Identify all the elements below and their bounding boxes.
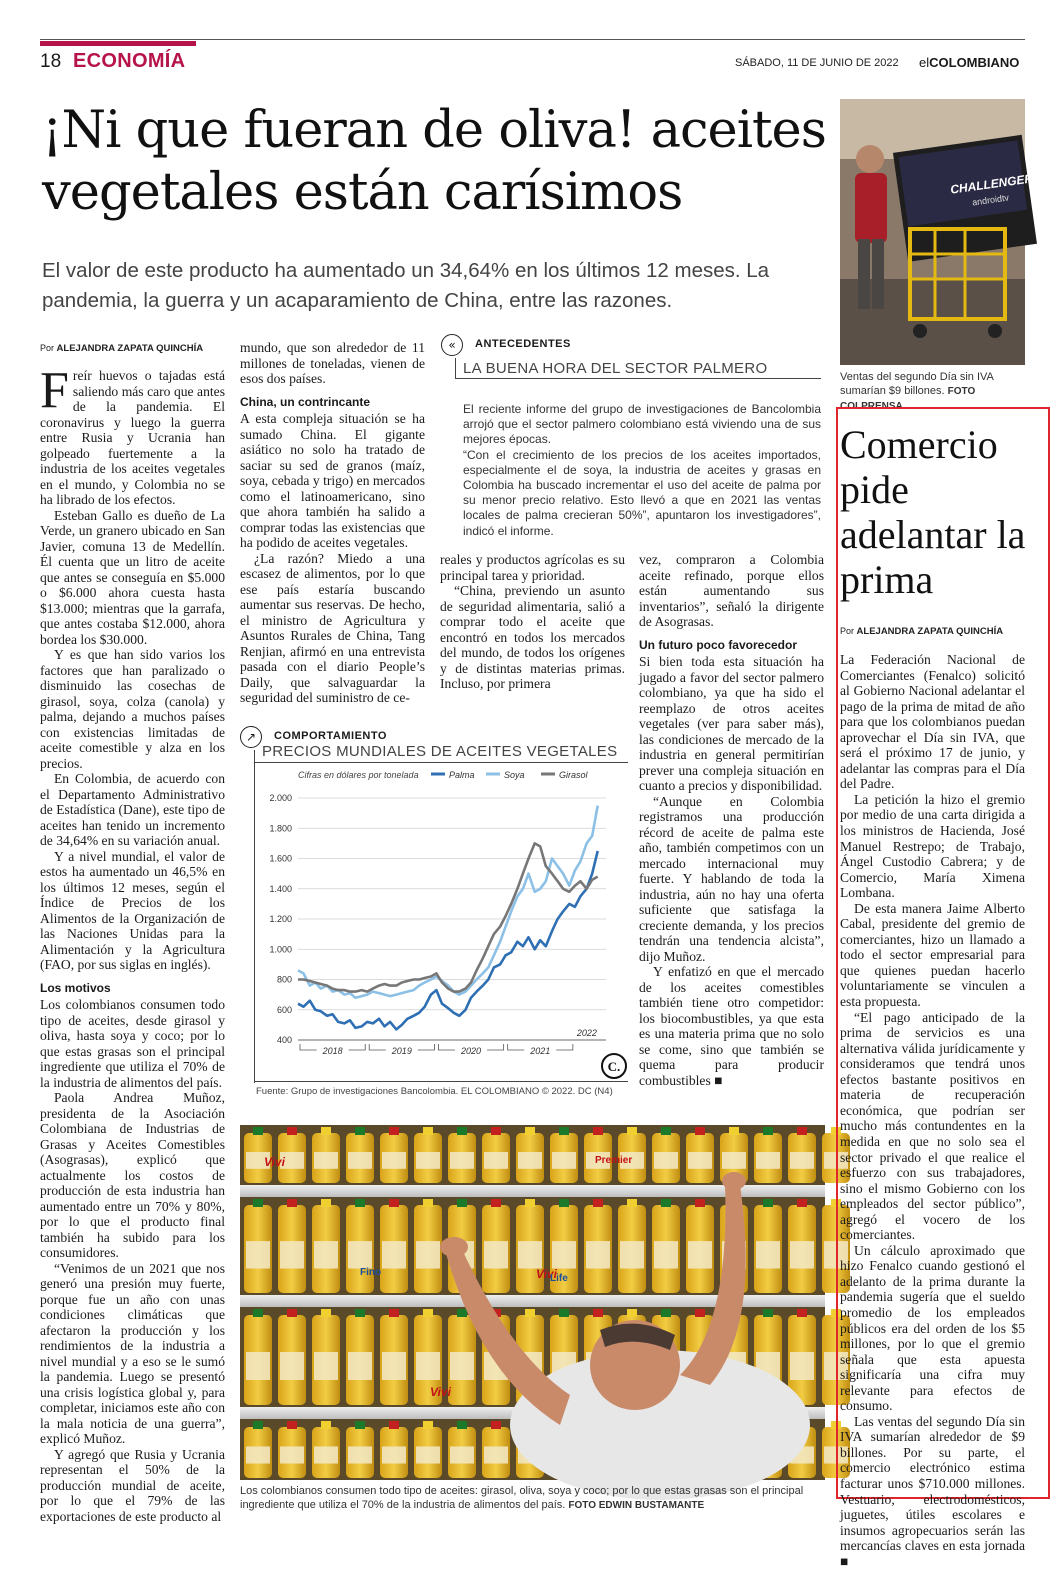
- y-tick-label: 800: [276, 974, 292, 985]
- bottle-label: [246, 1446, 270, 1463]
- y-tick-label: 1.800: [269, 823, 292, 834]
- bottle-label: [348, 1241, 372, 1268]
- y-tick-label: 2.000: [269, 793, 292, 803]
- sidebar-paragraph: La Federación Nacional de Comerciantes (Fenalco) solicitó al Gobierno Nacional adelantar el pago de la prima de mitad de año para que los colombianos puedan aprovechar el Día sin IVA, que será el próximo 17 de junio, y adelantar las compras para el Día del Padre.: [840, 652, 1025, 792]
- tv-brand-label: CHALLENGER: [949, 171, 1034, 197]
- legend-label-girasol: Girasol: [559, 770, 588, 780]
- bottle-label: [484, 1446, 508, 1463]
- antecedentes-body: [463, 402, 821, 539]
- legend-label-palma: Palma: [449, 770, 475, 780]
- bottle-cap: [695, 1309, 705, 1317]
- bottle-cap: [253, 1127, 263, 1135]
- bottle-label: [416, 1352, 440, 1380]
- bottle-cap: [355, 1199, 365, 1207]
- sidebar-paragraph: [840, 1414, 1025, 1569]
- bottle-cap: [355, 1309, 365, 1317]
- chart-box: [240, 726, 628, 1101]
- side-caption-text: Ventas del segundo Día sin IVA sumarían $9 billones.: [840, 371, 994, 397]
- paragraph-text: Y enfatizó en que el mercado de los aceites comestibles también tiene otro competidor: los biocombustibles, ya que esta es una materia prima que no solo se come, sino que también se quema para producir combustibles: [639, 964, 824, 1088]
- bottle-cap: [763, 1127, 773, 1135]
- paragraph: A esta compleja situación se ha sumado China. El gigante asiático no solo ha tratado de saciar su sed de granos (maíz, soya, cebada y trigo) en mercados como el latinoamericano, sino que ahora también ha salido a comprar todas las existencias que ha podido de aceites vegetales.: [240, 411, 425, 550]
- bottle-label: [450, 1446, 474, 1463]
- bottle-label: [348, 1352, 372, 1380]
- sidebar-paragraph: De esta manera Jaime Alberto Cabal, presidente del gremio de comerciantes, hizo un llamado a todo el sector empresarial para que quienes puedan hacerlo voluntariamente se vinculen a esta propuesta.: [840, 900, 1025, 1010]
- bottle-label: [586, 1241, 610, 1268]
- article-column-3: [440, 552, 625, 692]
- subheading-motivos: Los motivos: [40, 980, 111, 995]
- paragraph: [639, 964, 824, 1088]
- bottle-label: [790, 1152, 814, 1169]
- bottle-label: [654, 1152, 678, 1169]
- antecedentes-title: LA BUENA HORA DEL SECTOR PALMERO: [463, 360, 768, 377]
- bottle-label: [620, 1241, 644, 1268]
- bottle-label: [688, 1152, 712, 1169]
- paragraph: “Venimos de un 2021 que nos generó una presión muy fuerte, porque fue un año con unas condiciones climáticas que afectaron la producción y los rendimientos de la industria a nivel mundial y a eso se le sumó la pandemia. Luego se presentó una crisis logística global y, para completar, iniciamos este año con la mala noticia de una guerra”, explicó Muñoz.: [40, 1260, 225, 1446]
- bottle-label: [450, 1152, 474, 1169]
- bottle-cap: [695, 1199, 705, 1207]
- paragraph: vez, compraron a Colombia aceite refinado, porque ellos están aumentando sus inventarios”, señaló la dirigente de Asograsas.: [639, 552, 824, 629]
- section-title: ECONOMÍA: [73, 50, 186, 72]
- paragraph: [40, 362, 225, 508]
- bottle-label: [450, 1352, 474, 1380]
- bottle-cap: [321, 1309, 331, 1317]
- headline-line-1: ¡Ni que fueran de oliva! aceites: [42, 101, 826, 160]
- sidebar-body: [840, 652, 1025, 1569]
- y-tick-label: 400: [276, 1035, 292, 1045]
- subheading-china: China, un contrincante: [240, 394, 371, 409]
- paragraph: “Aunque en Colombia registramos una producción récord de aceite de palma este año, también competimos con un mercado internacional muy fuerte. Y hablando de toda la industria, aún no hay una oferta suficiente que satisfaga la creciente demanda, y los precios tendrán una tendencia alcista”, dijo Muñoz.: [639, 793, 824, 964]
- supermarket-photo: [240, 1125, 825, 1480]
- bottle-label: [280, 1352, 304, 1380]
- bottle-label: [314, 1241, 338, 1268]
- trend-up-icon: ↗: [240, 726, 262, 748]
- bottle-cap: [763, 1309, 773, 1317]
- bottle-label: [280, 1241, 304, 1268]
- bottle-cap: [287, 1421, 297, 1429]
- bottle-cap: [797, 1127, 807, 1135]
- bottle-cap: [389, 1199, 399, 1207]
- label-fino: Fino: [360, 1267, 382, 1278]
- label-vivi-2: Vivi: [536, 1267, 557, 1281]
- bottle-cap: [253, 1199, 263, 1207]
- chart-source: Fuente: Grupo de investigaciones Bancolombia. EL COLOMBIANO © 2022. DC (N4): [256, 1086, 613, 1097]
- bottle-cap: [457, 1421, 467, 1429]
- bottle-cap: [253, 1421, 263, 1429]
- sidebar-byline-prefix: Por: [840, 626, 855, 636]
- x-tick-label: 2021: [530, 1046, 551, 1056]
- bottle-cap: [253, 1309, 263, 1317]
- brand-name: COLOMBIANO: [929, 55, 1020, 70]
- bottle-cap: [423, 1127, 433, 1135]
- bottle-cap: [661, 1127, 671, 1135]
- paragraph: Si bien toda esta situación ha jugado a favor del sector palmero colombiano, ya que ha sido el reemplazo de otros aceites vegetales (ver para saber más), las condiciones de mercado de la industria en general permitirían prever una compleja situación en cuanto a precios y disponibilidad.: [639, 654, 824, 793]
- bottle-label: [552, 1241, 576, 1268]
- chart-label: COMPORTAMIENTO: [274, 730, 387, 742]
- drop-cap: F: [40, 362, 69, 419]
- headline-line-2: vegetales están carísimos: [42, 163, 683, 222]
- supermarket-photo-art: [240, 1125, 825, 1480]
- bottle-label: [416, 1446, 440, 1463]
- antecedentes-p2: “Con el crecimiento de los precios de los aceites importados, especialmente el de soya, la industria de aceites y grasas en Colombia ha buscado incrementar el uso del aceite de palma por su menor precio relativo. Esto llevó a que en 2021 las ventas locales de palma crecieran 50%”, apuntaron los investigadores”, indicó el informe.: [463, 447, 821, 538]
- bottle-label: [518, 1241, 542, 1268]
- series-line-soya: [298, 806, 598, 998]
- bottle-cap: [559, 1309, 569, 1317]
- bottle-label: [484, 1152, 508, 1169]
- bottle-cap: [695, 1127, 705, 1135]
- paragraph: ¿La razón? Miedo a una escasez de alimentos, por lo que ese país estaría buscando aumentar sus reservas. De hecho, el ministro de Agricultura y Asuntos Rurales de China, Tang Renjian, afirmó en una entrevista pasada con el diario People’s Daily, que salvaguardar la seguridad del suministro de ce-: [240, 550, 425, 705]
- bottle-cap: [423, 1309, 433, 1317]
- bottle-cap: [423, 1199, 433, 1207]
- bottle-cap: [321, 1421, 331, 1429]
- bottle-label: [756, 1152, 780, 1169]
- article-subhead: El valor de este producto ha aumentado un 34,64% en los últimos 12 meses. La pandemia, la guerra y un acaparamiento de China, entre las razones.: [42, 259, 770, 312]
- section-accent-bar: [40, 41, 196, 46]
- bottle-cap: [559, 1127, 569, 1135]
- paragraph: Los colombianos consumen todo tipo de aceites, desde girasol y oliva, hasta soya y coco; por lo que estas grasas son el principal ingrediente que utiliza el 70% de la industria de alimentos del país.: [40, 997, 225, 1090]
- chart-logo-letter: C.: [607, 1059, 621, 1074]
- bottle-label: [416, 1241, 440, 1268]
- paragraph-text: reír huevos o tajadas está saliendo más caro que antes de la pandemia. El coronavirus y luego la guerra entre Rusia y Ucrania han golpeado fuertemente a la industria de los aceites vegetales en el mundo, y Colombia no se ha librado de los efectos.: [40, 368, 225, 507]
- bottle-cap: [457, 1127, 467, 1135]
- bottle-cap: [355, 1421, 365, 1429]
- bottle-cap: [423, 1421, 433, 1429]
- chart-rule-bottom: [254, 1081, 628, 1082]
- bottle-label: [484, 1241, 508, 1268]
- bottle-label: [756, 1241, 780, 1268]
- x-tick-label: 2019: [391, 1046, 412, 1056]
- antecedentes-box: [441, 334, 823, 544]
- paragraph: Esteban Gallo es dueño de La Verde, un granero ubicado en San Javier, comuna 13 de Medellín. Él cuenta que un litro de aceite que antes se conseguía en $5.000 o $6.000 ahora cuesta hasta $13.000; mientras que la garrafa, que antes costaba $12.000, ahora bordea los $30.000.: [40, 507, 225, 647]
- bottle-cap: [525, 1199, 535, 1207]
- bottle-cap: [627, 1309, 637, 1317]
- bottle-cap: [355, 1127, 365, 1135]
- bottle-cap: [525, 1309, 535, 1317]
- chart-rule-horizontal: [254, 762, 628, 763]
- bottle-label: [314, 1152, 338, 1169]
- price-line-chart: [256, 764, 628, 1080]
- sidebar-paragraph: “El pago anticipado de la prima de servicios es una alternativa válida jurídicamente y consideramos que tendrá unos efectos bastante positivos en materia de recuperación económica, que podrían ser mucho más contundentes en la medida en que no solo sea el sector privado el que realice el esfuerzo con sus trabajadores, sino el mismo Gobierno con los empleados del sector público”, agregó el vocero de los comerciantes.: [840, 1009, 1025, 1243]
- label-vivi-3: Vivi: [430, 1385, 451, 1399]
- article-column-2: [240, 340, 425, 706]
- series-line-girasol: [298, 843, 598, 991]
- paragraph: mundo, que son alrededor de 11 millones de toneladas, vienen de esos dos países.: [240, 340, 425, 386]
- sidebar-paragraph: Un cálculo aproximado que hizo Fenalco cuando gestionó el adelanto de la prima durante la pandemia sugería que el sueldo promedio de los empleados públicos era del orden de los $5 millones, por lo que el gremio señala que esta apuesta significaría una cifra muy relevante para efectos de consumo.: [840, 1242, 1025, 1414]
- article-headline: [42, 100, 842, 224]
- bottle-label: [382, 1241, 406, 1268]
- bottle-label: [518, 1152, 542, 1169]
- bottle-cap: [491, 1127, 501, 1135]
- sidebar-byline: [840, 626, 1003, 637]
- bottle-label: [654, 1241, 678, 1268]
- box-rule-vertical: [455, 358, 456, 378]
- brand-logo: [919, 55, 1019, 70]
- chart-unit-note: Cifras en dólares por tonelada: [298, 770, 419, 780]
- paragraph: Y a nivel mundial, el valor de estos ha aumentado un 46,5% en los últimos 12 meses, según el Índice de Precios de los Alimentos de la Organización de las Naciones Unidas para la Alimentación y la Agricultura (FAO, por sus siglas en inglés).: [40, 848, 225, 972]
- sidebar-title: Comercio pide adelantar la prima: [840, 422, 1026, 602]
- bottle-cap: [559, 1199, 569, 1207]
- sidebar-paragraph: La petición la hizo el gremio por medio de una carta dirigida a los ministros de Hacienda, José Manuel Restrepo; de Trabajo, Ángel Custodio Cabrera; y de Comercio, María Ximena Lombana.: [840, 791, 1025, 901]
- bottle-label: [688, 1241, 712, 1268]
- legend-label-soya: Soya: [504, 770, 525, 780]
- y-tick-label: 1.400: [269, 883, 292, 894]
- y-tick-label: 1.200: [269, 914, 292, 924]
- bottle-label: [382, 1152, 406, 1169]
- bottle-cap: [491, 1421, 501, 1429]
- label-vivi-1: Vivi: [264, 1155, 285, 1169]
- antecedentes-p1: El reciente informe del grupo de investigaciones de Bancolombia arrojó que el sector palmero colombiano está viviendo una de sus mejores épocas.: [463, 402, 821, 447]
- x-tick-label: 2018: [322, 1046, 343, 1056]
- paragraph: “China, previendo un asunto de seguridad alimentaria, salió a comprar todo el aceite que encontró en todos los mercados del mundo, de todos los orígenes y de distintas materias primas. Incluso, por primera: [440, 583, 625, 691]
- bottle-cap: [287, 1127, 297, 1135]
- sidebar-paragraph-text: Las ventas del segundo Día sin IVA sumarían alrededor de $9 billones. Por su parte, el comercio electrónico estima facturar unos $710.000 millones. Vestuario, electrodomésticos, juguetes, útiles escolares e insumos agropecuarios serán las mercancías claves en esta jornada: [840, 1413, 1025, 1554]
- end-mark: ■: [840, 1553, 849, 1569]
- side-caption-credit: FOTO COLPRENSA: [840, 386, 976, 412]
- paragraph: reales y productos agrícolas es su principal tarea y prioridad.: [440, 552, 625, 583]
- series-line-palma: [298, 851, 598, 1030]
- top-rule: [40, 39, 1025, 40]
- chart-rule-vertical: [254, 750, 255, 1083]
- bottle-cap: [661, 1199, 671, 1207]
- bottle-cap: [593, 1199, 603, 1207]
- x-tick-label: 2020: [461, 1046, 482, 1056]
- box-rule-horizontal: [455, 378, 821, 379]
- bottle-cap: [797, 1309, 807, 1317]
- bottle-cap: [457, 1309, 467, 1317]
- bottle-label: [246, 1352, 270, 1380]
- paragraph: Y es que han sido varios los factores que han paralizado o disminuido las cosechas de girasol, soya, colza (canola) y palma, dejando a muchos países con existencias limitadas de aceite comestible y alza en los precios.: [40, 647, 225, 771]
- bottom-photo-caption: [240, 1484, 825, 1513]
- byline-author: ALEJANDRA ZAPATA QUINCHÍA: [56, 343, 204, 354]
- bottle-cap: [321, 1199, 331, 1207]
- bottle-cap: [763, 1199, 773, 1207]
- caption-text: Los colombianos consumen todo tipo de aceites: girasol, oliva, soya y coco; por lo que estas grasas son el principal ingrediente que utiliza el 70% de la industria de alimentos del país.: [240, 1485, 804, 1511]
- sidebar-byline-author: ALEJANDRA ZAPATA QUINCHÍA: [856, 626, 1004, 637]
- page-number: 18: [40, 51, 62, 72]
- bottle-cap: [627, 1127, 637, 1135]
- tv-sub-label: androidtv: [971, 192, 1010, 208]
- issue-date: SÁBADO, 11 DE JUNIO DE 2022: [735, 57, 899, 69]
- bottle-cap: [287, 1199, 297, 1207]
- bottle-label: [280, 1446, 304, 1463]
- caption-credit: FOTO EDWIN BUSTAMANTE: [568, 1500, 705, 1511]
- antecedentes-label: ANTECEDENTES: [475, 338, 571, 350]
- bottle-cap: [457, 1199, 467, 1207]
- bottle-cap: [287, 1309, 297, 1317]
- bottle-cap: [389, 1309, 399, 1317]
- bottle-cap: [729, 1127, 739, 1135]
- paragraph: Paola Andrea Muñoz, presidenta de la Asociación Colombiana de Industrias de Grasas y Aceites Comestibles (Asograsas), explicó que actualmente los costos de producción de esta industria han aumentado entre un 70% y 80%, por lo que el producto final también ha subido para los consumidores.: [40, 1090, 225, 1260]
- bottle-cap: [627, 1199, 637, 1207]
- bottle-cap: [389, 1421, 399, 1429]
- bottle-cap: [389, 1127, 399, 1135]
- bottle-cap: [593, 1127, 603, 1135]
- bottle-label: [416, 1152, 440, 1169]
- paragraph: Y agregó que Rusia y Ucrania representan el 50% de la producción mundial de aceite, por lo que el 79% de las exportaciones de este producto al: [40, 1446, 225, 1524]
- bottle-cap: [525, 1127, 535, 1135]
- paragraph: En Colombia, de acuerdo con el Departamento Administrativo de Estadística (Dane), este tipo de aceites han tenido un incremento de 34,64% en su variación anual.: [40, 771, 225, 848]
- bottle-cap: [491, 1199, 501, 1207]
- bottle-label: [314, 1352, 338, 1380]
- bottle-label: [348, 1152, 372, 1169]
- bottle-label: [348, 1446, 372, 1463]
- brand-prefix: el: [919, 55, 930, 70]
- bottle-label: [722, 1152, 746, 1169]
- bottle-label: [382, 1446, 406, 1463]
- bottle-cap: [797, 1199, 807, 1207]
- label-life: Life: [550, 1273, 568, 1284]
- y-tick-label: 1.600: [269, 853, 292, 864]
- y-tick-label: 600: [276, 1004, 292, 1015]
- y-tick-label: 1.000: [269, 944, 292, 955]
- bottle-cap: [661, 1309, 671, 1317]
- bottle-label: [790, 1241, 814, 1268]
- byline-prefix: Por: [40, 343, 55, 353]
- bottle-cap: [321, 1127, 331, 1135]
- article-column-4: [639, 552, 824, 1088]
- bottle-label: [314, 1446, 338, 1463]
- bottle-label: [246, 1241, 270, 1268]
- label-premier: Premier: [595, 1155, 633, 1166]
- double-chevron-left-icon: «: [441, 334, 463, 356]
- shopper-photo-art: [840, 99, 1025, 365]
- end-mark: ■: [714, 1072, 723, 1088]
- article-byline: [40, 343, 203, 354]
- bottle-label: [790, 1352, 814, 1380]
- bottle-label: [552, 1152, 576, 1169]
- article-column-1: [40, 362, 225, 1524]
- bottle-cap: [593, 1309, 603, 1317]
- bottle-label: [382, 1352, 406, 1380]
- shopper-photo: [840, 99, 1034, 365]
- x-tick-label: 2022: [576, 1028, 597, 1038]
- subheading-futuro: Un futuro poco favorecedor: [639, 637, 798, 652]
- chart-title: PRECIOS MUNDIALES DE ACEITES VEGETALES: [262, 743, 618, 760]
